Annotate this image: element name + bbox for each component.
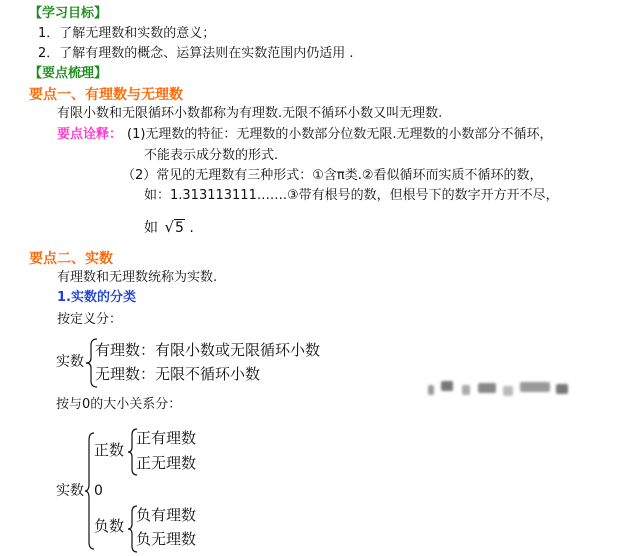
tree2-zero: 0 xyxy=(94,483,103,499)
review-title: 【要点梳理】 xyxy=(29,66,108,81)
sqrt-radicand: 5 xyxy=(175,220,184,236)
tree2-negative-rational: 负有理数 xyxy=(136,506,197,524)
example-suffix: . xyxy=(189,220,194,236)
tree2-negative-label: 负数 xyxy=(94,517,125,535)
tree1-branch-rational: 有理数：有限小数或无限循环小数 xyxy=(95,341,321,359)
point2-definition: 有理数和无理数统称为实数. xyxy=(57,270,218,285)
tree2-positive-label: 正数 xyxy=(94,441,125,459)
objectives-title: 【学习目标】 xyxy=(29,6,108,21)
point1-note-label: 要点诠释： xyxy=(57,127,123,142)
tree2-positive-irrational: 正无理数 xyxy=(136,454,197,472)
objective-item-2: 2．了解有理数的概念、运算法则在实数范围内仍适用 . xyxy=(38,46,354,61)
point1-note2-line1: （2）常见的无理数有三种形式：①含π类.②看似循环而实质不循环的数， xyxy=(122,168,543,183)
point1-note1-line2: 不能表示成分数的形式. xyxy=(144,148,279,163)
point1-definition: 有限小数和无限循环小数都称为有理数.无限不循环小数又叫无理数. xyxy=(57,106,443,121)
point2-subheading: 1.实数的分类 xyxy=(57,290,136,305)
example-prefix: 如 xyxy=(144,220,158,236)
point1-note2-line2: 如：1.313113111…….③带有根号的数，但根号下的数字开方开不尽， xyxy=(144,188,559,203)
by-sign-label: 按与0的大小关系分： xyxy=(56,397,182,412)
objective-item-1: 1．了解无理数和实数的意义； xyxy=(38,26,216,41)
point1-example-sqrt xyxy=(144,218,194,237)
point1-heading: 要点一、有理数与无理数 xyxy=(29,87,183,103)
tree2-negative-irrational: 负无理数 xyxy=(136,530,197,548)
tree2-positive-rational: 正有理数 xyxy=(136,429,197,447)
sqrt-symbol-icon: √5 xyxy=(164,218,184,236)
tree1-branch-irrational: 无理数：无限不循环小数 xyxy=(95,365,261,383)
tree1-root: 实数 xyxy=(56,354,84,370)
tree2-root: 实数 xyxy=(56,483,84,499)
point1-note1-line1: (1)无理数的特征：无理数的小数部分位数无限.无理数的小数部分不循环， xyxy=(127,127,553,142)
point2-heading: 要点二、实数 xyxy=(29,251,113,267)
by-definition-label: 按定义分： xyxy=(57,312,123,327)
